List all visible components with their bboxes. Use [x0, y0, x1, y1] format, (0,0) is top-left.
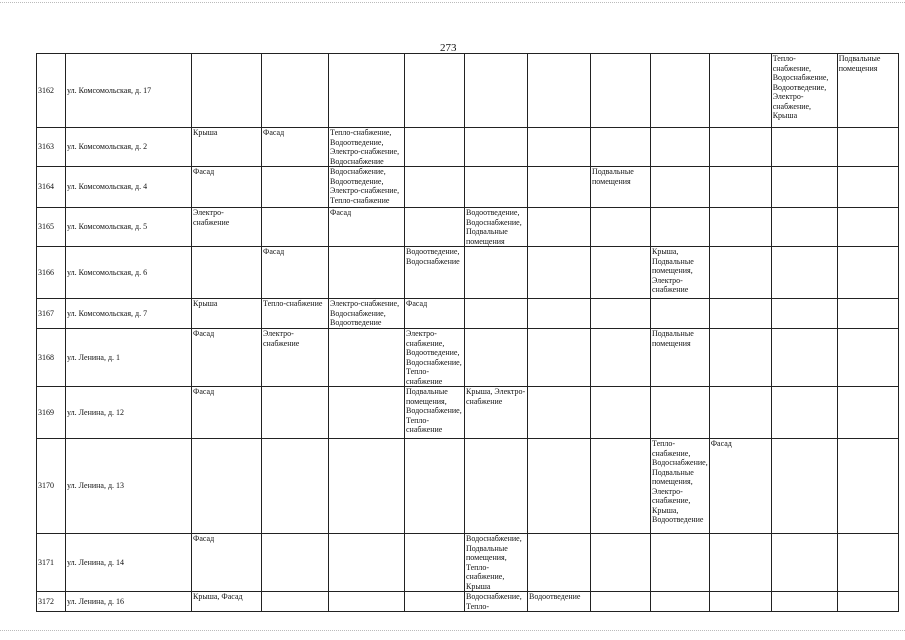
work-cell — [405, 167, 465, 208]
work-cell: Электро- снабжение, Водоотведение, Водоснабжение, Тепло- снабжение — [405, 329, 465, 387]
work-cell — [528, 128, 591, 167]
table-row — [37, 247, 899, 299]
work-cell — [329, 534, 405, 592]
table-row — [37, 439, 899, 534]
row-number: 3163 — [37, 128, 66, 167]
work-cell — [465, 247, 528, 299]
work-cell: Фасад — [709, 439, 771, 534]
work-cell — [329, 329, 405, 387]
row-number: 3170 — [37, 439, 66, 534]
work-cell: Электро-снабжение, Водоснабжение, Водоотведение — [329, 299, 405, 329]
work-cell: Тепло-снабжение, Водоотведение, Электро-снабжение, Водоснабжение — [329, 128, 405, 167]
work-cell — [837, 592, 898, 612]
work-cell — [651, 54, 710, 128]
work-cell — [591, 128, 651, 167]
row-address: ул. Комсомольская, д. 2 — [66, 128, 192, 167]
work-cell — [837, 299, 898, 329]
work-cell — [591, 387, 651, 439]
work-cell — [771, 534, 837, 592]
work-cell — [837, 128, 898, 167]
work-cell — [465, 329, 528, 387]
row-address: ул. Комсомольская, д. 17 — [66, 54, 192, 128]
work-cell — [591, 299, 651, 329]
work-cell — [591, 592, 651, 612]
work-cell: Фасад — [192, 387, 262, 439]
work-cell — [262, 387, 329, 439]
work-cell: Электро- снабжение — [262, 329, 329, 387]
work-cell — [709, 592, 771, 612]
row-number: 3168 — [37, 329, 66, 387]
work-cell — [837, 247, 898, 299]
work-cell — [651, 128, 710, 167]
work-cell — [837, 167, 898, 208]
row-number: 3162 — [37, 54, 66, 128]
work-cell: Фасад — [192, 167, 262, 208]
work-cell — [329, 439, 405, 534]
table-row — [37, 592, 899, 612]
work-cell — [262, 534, 329, 592]
row-number: 3165 — [37, 208, 66, 247]
work-cell: Крыша — [192, 299, 262, 329]
work-cell: Подвальные помещения — [651, 329, 710, 387]
work-cell: Водоотведение, Водоснабжение — [405, 247, 465, 299]
table-row — [37, 387, 899, 439]
row-number: 3164 — [37, 167, 66, 208]
row-address: ул. Ленина, д. 13 — [66, 439, 192, 534]
work-cell — [709, 247, 771, 299]
work-cell — [709, 329, 771, 387]
table-row — [37, 534, 899, 592]
work-cell: Фасад — [405, 299, 465, 329]
table-row — [37, 128, 899, 167]
work-cell — [591, 534, 651, 592]
work-cell — [709, 167, 771, 208]
work-cell — [709, 387, 771, 439]
work-cell — [837, 439, 898, 534]
work-cell — [528, 329, 591, 387]
work-cell — [262, 54, 329, 128]
work-cell: Тепло- снабжение, Водоснабжение, Водоотведение, Электро- снабжение, Крыша — [771, 54, 837, 128]
work-cell: Водоснабжение, Подвальные помещения, Тепло- снабжение, Крыша — [465, 534, 528, 592]
work-cell — [651, 208, 710, 247]
work-cell: Крыша, Фасад — [192, 592, 262, 612]
work-cell: Фасад — [262, 128, 329, 167]
work-cell: Водоотведение — [528, 592, 591, 612]
work-cell — [709, 54, 771, 128]
work-cell — [837, 208, 898, 247]
work-cell — [528, 299, 591, 329]
work-cell — [528, 54, 591, 128]
scan-edge-top — [0, 2, 905, 3]
work-cell — [329, 387, 405, 439]
work-cell — [262, 167, 329, 208]
work-cell — [262, 592, 329, 612]
work-cell — [837, 387, 898, 439]
table-row — [37, 299, 899, 329]
work-cell — [528, 208, 591, 247]
work-cell: Подвальные помещения, Водоснабжение, Тепло- снабжение — [405, 387, 465, 439]
scan-edge-bottom — [0, 630, 905, 631]
work-cell: Тепло- снабжение, Водоснабжение, Подвальные помещения, Электро- снабжение, Крыша, Водоотведение — [651, 439, 710, 534]
work-cell — [465, 439, 528, 534]
work-cell — [405, 54, 465, 128]
work-cell: Подвальные помещения — [591, 167, 651, 208]
work-cell — [405, 592, 465, 612]
work-cell — [465, 299, 528, 329]
table-row — [37, 329, 899, 387]
row-address: ул. Комсомольская, д. 4 — [66, 167, 192, 208]
work-cell — [405, 439, 465, 534]
work-cell — [771, 167, 837, 208]
work-cell — [465, 167, 528, 208]
work-cell — [192, 247, 262, 299]
work-cell — [262, 439, 329, 534]
table-row — [37, 54, 899, 128]
work-cell — [709, 208, 771, 247]
work-cell — [329, 54, 405, 128]
work-cell — [528, 439, 591, 534]
work-cell: Водоотведение, Водоснабжение, Подвальные помещения — [465, 208, 528, 247]
table-row — [37, 167, 899, 208]
work-cell: Фасад — [329, 208, 405, 247]
work-cell — [329, 247, 405, 299]
work-cell — [528, 167, 591, 208]
work-cell — [405, 534, 465, 592]
work-cell — [771, 329, 837, 387]
work-cell: Фасад — [192, 329, 262, 387]
work-cell — [528, 387, 591, 439]
work-cell: Крыша — [192, 128, 262, 167]
row-address: ул. Комсомольская, д. 5 — [66, 208, 192, 247]
row-address: ул. Ленина, д. 16 — [66, 592, 192, 612]
work-cell — [651, 167, 710, 208]
table-row — [37, 208, 899, 247]
work-cell — [709, 128, 771, 167]
row-address: ул. Комсомольская, д. 6 — [66, 247, 192, 299]
work-cell: Крыша, Электро- снабжение — [465, 387, 528, 439]
work-cell — [591, 329, 651, 387]
row-address: ул. Ленина, д. 14 — [66, 534, 192, 592]
work-cell — [528, 534, 591, 592]
row-number: 3169 — [37, 387, 66, 439]
work-cell: Электро- снабжение — [192, 208, 262, 247]
work-cell: Подвальные помещения — [837, 54, 898, 128]
work-cell: Тепло-снабжение — [262, 299, 329, 329]
work-cell — [591, 439, 651, 534]
work-cell: Фасад — [192, 534, 262, 592]
row-address: ул. Комсомольская, д. 7 — [66, 299, 192, 329]
row-address: ул. Ленина, д. 1 — [66, 329, 192, 387]
work-cell — [405, 208, 465, 247]
page-number: 273 — [440, 42, 457, 54]
work-cell — [465, 54, 528, 128]
row-number: 3166 — [37, 247, 66, 299]
work-cell — [192, 439, 262, 534]
work-cell — [651, 592, 710, 612]
row-address: ул. Ленина, д. 12 — [66, 387, 192, 439]
row-number: 3172 — [37, 592, 66, 612]
work-cell — [651, 387, 710, 439]
work-cell: Фасад — [262, 247, 329, 299]
work-cell — [591, 247, 651, 299]
work-cell — [192, 54, 262, 128]
row-number: 3167 — [37, 299, 66, 329]
work-cell — [771, 439, 837, 534]
work-cell — [651, 534, 710, 592]
work-cell — [771, 247, 837, 299]
work-cell — [528, 247, 591, 299]
work-cell: Водоснабжение, Водоотведение, Электро-снабжение, Тепло-снабжение — [329, 167, 405, 208]
work-cell — [837, 329, 898, 387]
work-cell — [837, 534, 898, 592]
work-cell: Крыша, Подвальные помещения, Электро- снабжение — [651, 247, 710, 299]
work-cell: Водоснабжение, Тепло- — [465, 592, 528, 612]
work-cell — [329, 592, 405, 612]
work-cell — [591, 54, 651, 128]
work-cell — [591, 208, 651, 247]
work-cell — [771, 208, 837, 247]
work-cell — [262, 208, 329, 247]
work-cell — [405, 128, 465, 167]
work-cell — [651, 299, 710, 329]
repair-schedule-table — [36, 53, 899, 612]
work-cell — [709, 299, 771, 329]
work-cell — [771, 387, 837, 439]
row-number: 3171 — [37, 534, 66, 592]
work-cell — [771, 299, 837, 329]
work-cell — [465, 128, 528, 167]
work-cell — [771, 592, 837, 612]
work-cell — [709, 534, 771, 592]
work-cell — [771, 128, 837, 167]
